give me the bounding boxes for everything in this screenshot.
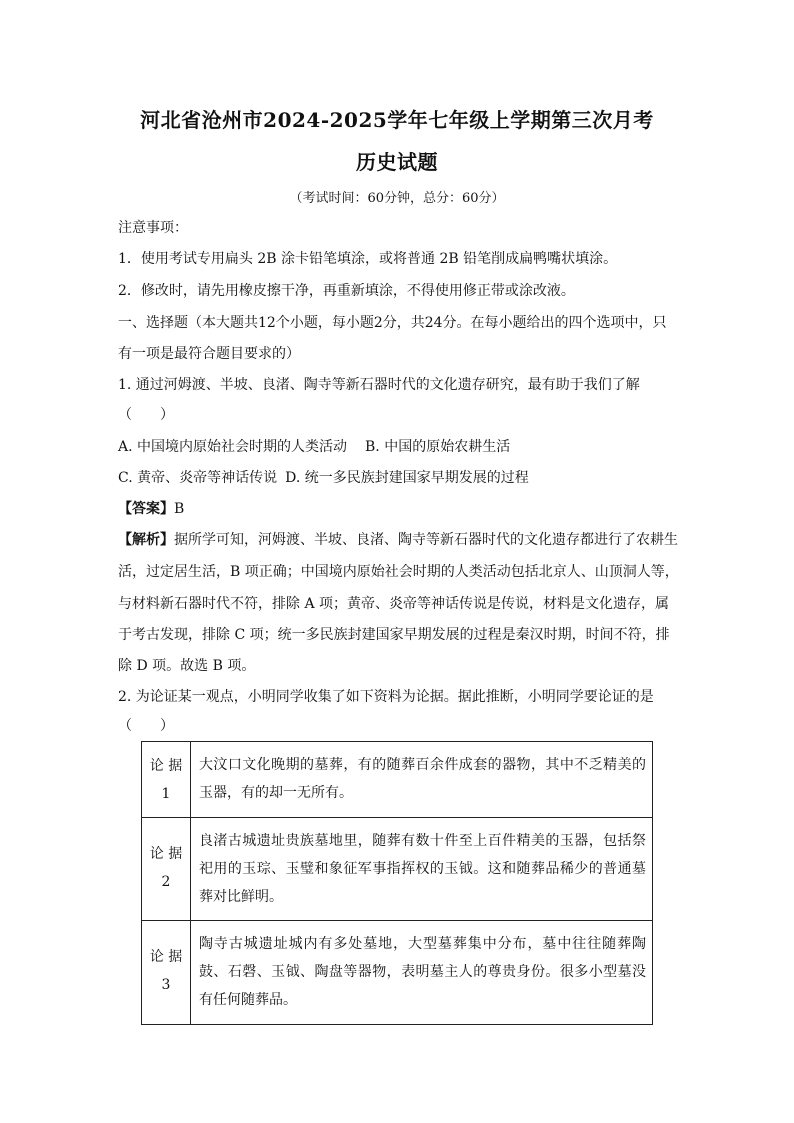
exam-title: 河北省沧州市2024-2025学年七年级上学期第三次月考 [140, 108, 654, 132]
evidence-label: 论 据 2 [142, 818, 191, 921]
analysis-line: 与材料新石器时代不符，排除 A 项；黄帝、炎帝等神话传说是传说，材料是文化遗存，属 [118, 596, 670, 612]
question-1-paren: （ ） [118, 407, 174, 423]
note-item: 1．使用考试专用扁头 2B 涂卡铅笔填涂，或将普通 2B 铅笔削成扁鸭嘴状填涂。 [118, 251, 618, 267]
option-b: B. 中国的原始农耕生活 [365, 439, 511, 455]
table-row [142, 921, 653, 1025]
analysis-line: 于考古发现，排除 C 项；统一多民族封建国家早期发展的过程是秦汉时期，时间不符，排 [118, 627, 670, 643]
analysis-label: 【解析】 [118, 532, 174, 548]
table-row [142, 818, 653, 921]
evidence-content: 陶寺古城遗址城内有多处墓地，大型墓葬集中分布，墓中往往随葬陶鼓、石磬、玉钺、陶盘等器物，表明墓主人的尊贵身份。很多小型墓没有任何随葬品。 [191, 921, 653, 1025]
section-heading: 一、选择题（本大题共12个小题，每小题2分，共24分。在每小题给出的四个选项中，只 [118, 315, 667, 331]
evidence-table [141, 741, 653, 1025]
question-1-answer [118, 499, 688, 519]
question-1-stem: 1. 通过河姆渡、半坡、良渚、陶寺等新石器时代的文化遗存研究，最有助于我们了解 [118, 377, 640, 393]
question-1-options-row2 [118, 468, 688, 488]
evidence-label: 论 据 3 [142, 921, 191, 1025]
exam-info: （考试时间：60分钟，总分：60分） [289, 191, 505, 206]
option-a: A. 中国境内原始社会时期的人类活动 [118, 439, 348, 455]
option-d: D. 统一多民族封建国家早期发展的过程 [285, 470, 529, 486]
answer-label: 【答案】 [118, 501, 174, 517]
analysis-line: 【解析】据所学可知，河姆渡、半坡、良渚、陶寺等新石器时代的文化遗存都进行了农耕生 [118, 532, 678, 548]
analysis-line: 活，过定居生活，B 项正确；中国境内原始社会时期的人类活动包括北京人、山顶洞人等， [118, 564, 679, 580]
question-2-paren: （ ） [118, 718, 174, 734]
table-row [142, 742, 653, 818]
notes-heading: 注意事项： [118, 220, 188, 236]
evidence-content: 良渚古城遗址贵族墓地里，随葬有数十件至上百件精美的玉器，包括祭祀用的玉琮、玉璧和象征军事指挥权的玉钺。这和随葬品稀少的普通墓葬对比鲜明。 [191, 818, 653, 921]
section-heading-cont: 有一项是最符合题目要求的） [118, 346, 300, 362]
option-c: C. 黄帝、炎帝等神话传说 [118, 470, 278, 486]
analysis-line: 除 D 项。故选 B 项。 [118, 658, 256, 674]
answer-value: B [174, 501, 185, 517]
evidence-content: 大汶口文化晚期的墓葬，有的随葬百余件成套的器物，其中不乏精美的玉器，有的却一无所有。 [191, 742, 653, 818]
evidence-label: 论 据 1 [142, 742, 191, 818]
question-2-stem: 2. 为论证某一观点，小明同学收集了如下资料为论据。据此推断，小明同学要论证的是 [118, 689, 654, 705]
question-1-options-row1 [118, 437, 688, 457]
exam-subtitle: 历史试题 [356, 150, 438, 174]
note-item: 2．修改时，请先用橡皮擦干净，再重新填涂，不得使用修正带或涂改液。 [118, 283, 575, 299]
